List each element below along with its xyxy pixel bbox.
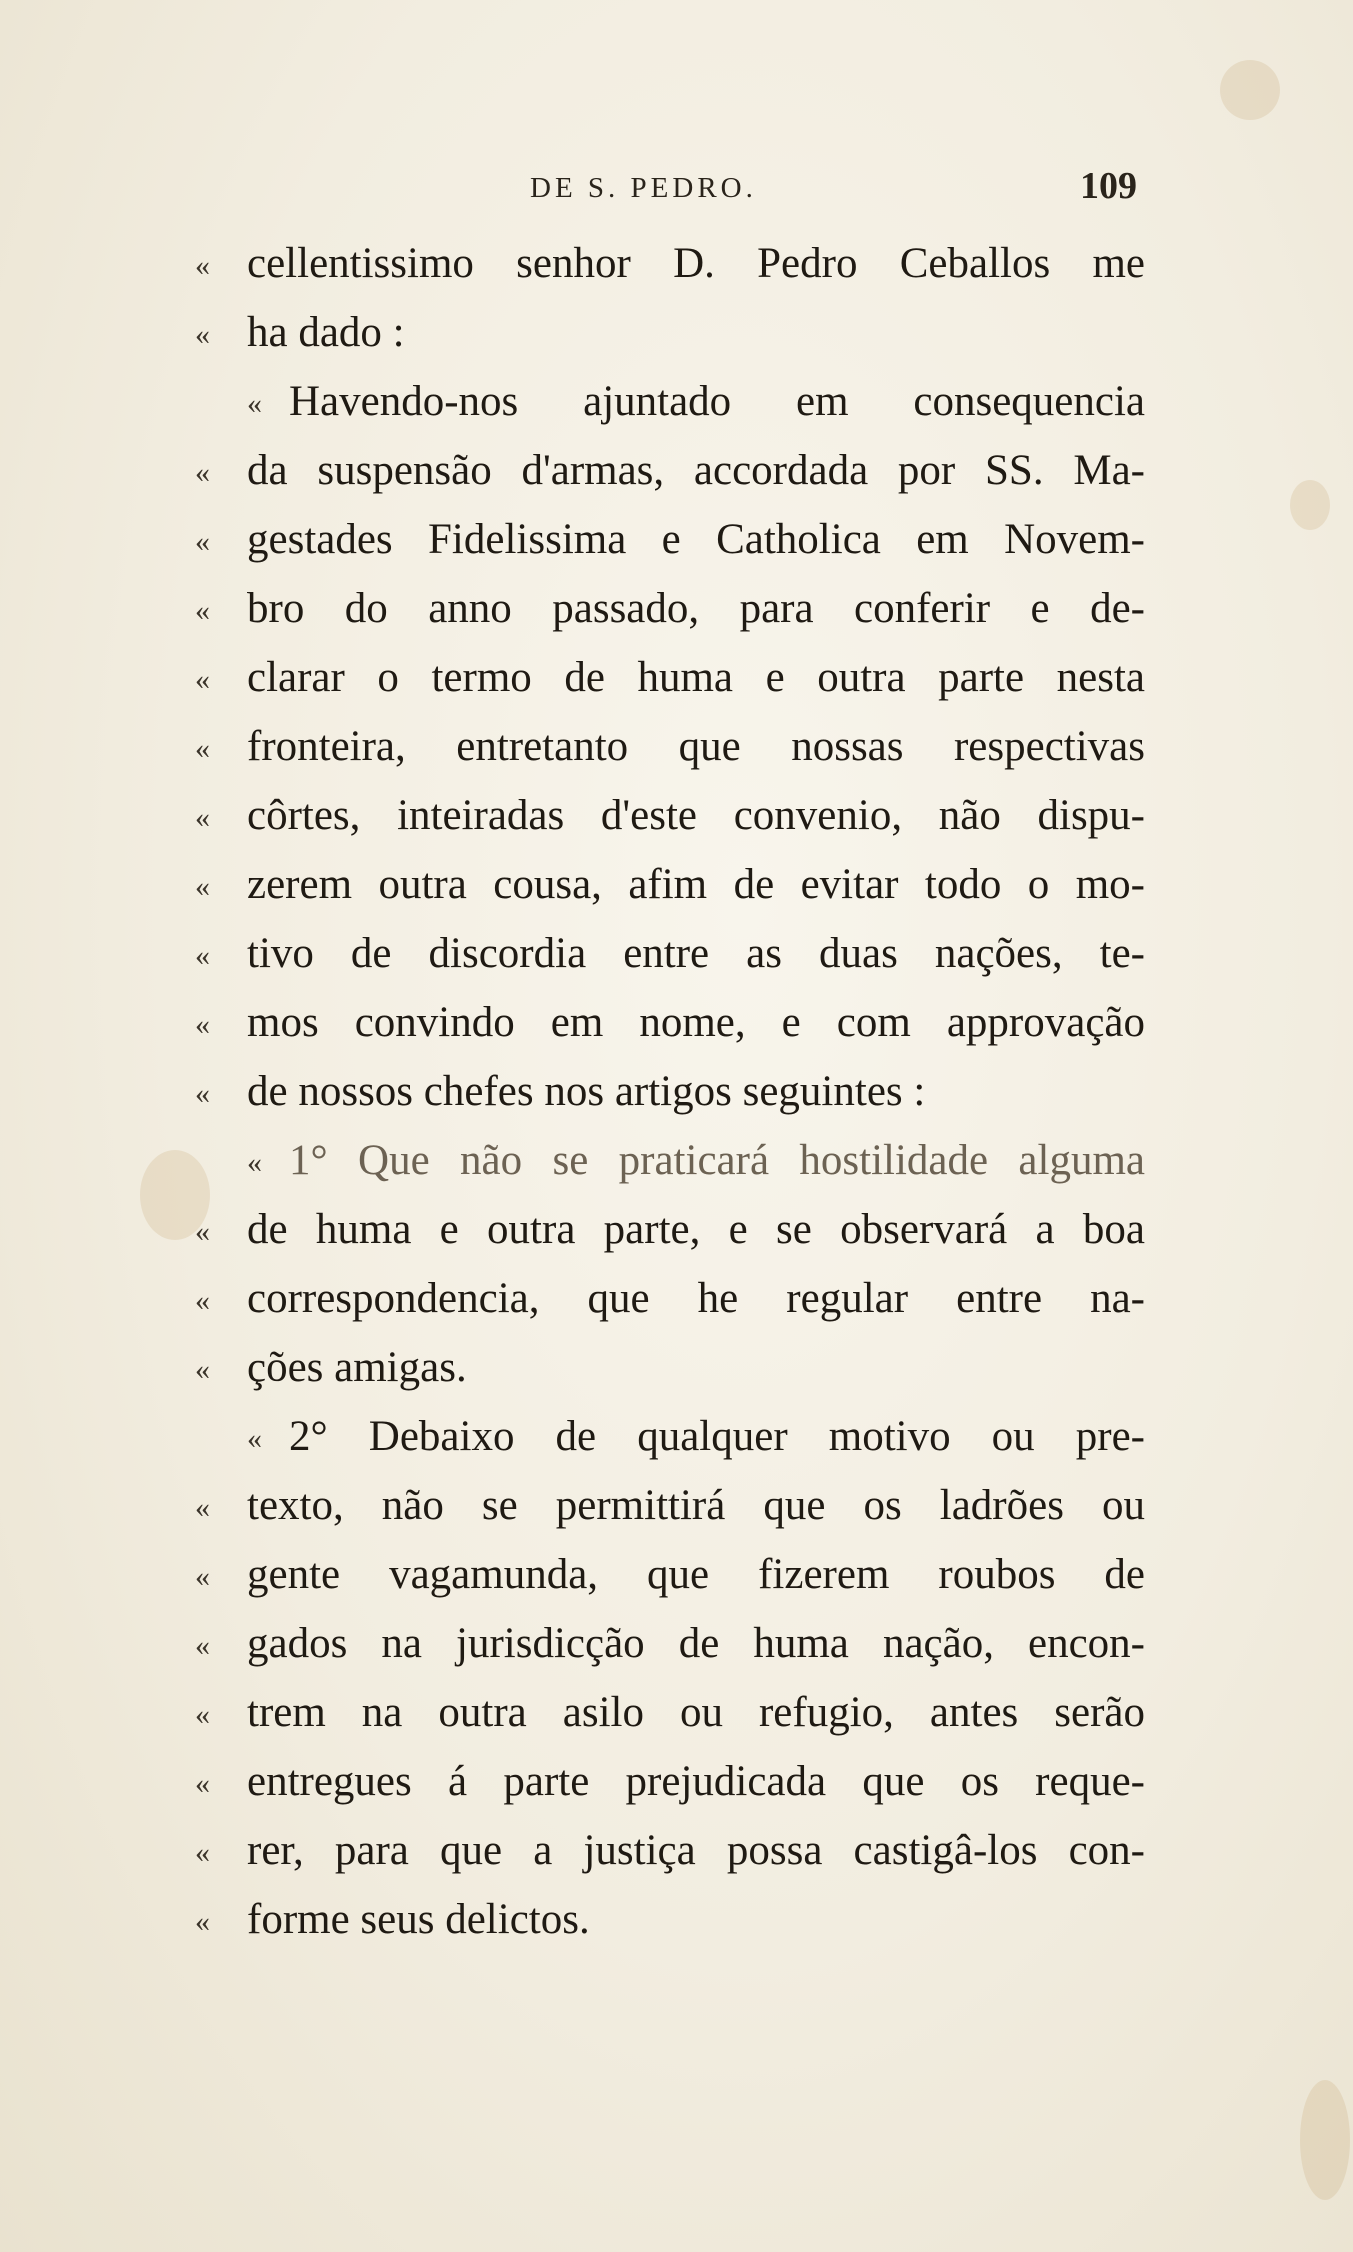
line-text: ções amigas. [247, 1344, 467, 1391]
line-text: gados na jurisdicção de huma nação, encon- [247, 1620, 1145, 1667]
quotation-mark: « [247, 387, 262, 420]
quotation-mark: « [247, 1146, 262, 1179]
text-line [195, 1892, 1145, 1961]
line-text: zerem outra cousa, afim de evitar todo o mo- [247, 861, 1145, 908]
line-text: da suspensão d'armas, accordada por SS. Ma- [247, 447, 1145, 494]
line-text: Havendo-nos ajuntado em consequencia [289, 378, 1145, 425]
text-line [195, 236, 1145, 305]
text-line [195, 581, 1145, 650]
line-text: de nossos chefes nos artigos seguintes : [247, 1068, 926, 1115]
paper-stain [1300, 2080, 1350, 2200]
line-text: texto, não se permittirá que os ladrões ou [247, 1482, 1145, 1529]
text-line [195, 995, 1145, 1064]
line-text: trem na outra asilo ou refugio, antes serão [247, 1689, 1145, 1736]
page-number: 109 [1080, 165, 1137, 207]
text-line [195, 1064, 1145, 1133]
line-text: tivo de discordia entre as duas nações, te- [247, 930, 1145, 977]
text-line [195, 857, 1145, 926]
text-line [195, 926, 1145, 995]
quotation-mark: « [195, 1491, 210, 1524]
quotation-mark: « [195, 594, 210, 627]
text-line [195, 1202, 1145, 1271]
line-text: rer, para que a justiça possa castigâ-los con- [247, 1827, 1145, 1874]
quotation-mark: « [195, 1560, 210, 1593]
line-text: gente vagamunda, que fizerem roubos de [247, 1551, 1145, 1598]
line-text: gestades Fidelissima e Catholica em Novem- [247, 516, 1145, 563]
line-text: entregues á parte prejudicada que os reque- [247, 1758, 1145, 1805]
line-text: bro do anno passado, para conferir e de- [247, 585, 1145, 632]
running-head: DE S. PEDRO. [530, 172, 757, 204]
line-text: ha dado : [247, 309, 405, 356]
quotation-mark: « [195, 318, 210, 351]
quotation-mark: « [195, 1284, 210, 1317]
text-line [195, 305, 1145, 374]
line-text: clarar o termo de huma e outra parte nesta [247, 654, 1145, 701]
quotation-mark: « [195, 1215, 210, 1248]
text-line [195, 1823, 1145, 1892]
quotation-mark: « [195, 870, 210, 903]
quotation-mark: « [247, 1422, 262, 1455]
body-text [195, 236, 1145, 1961]
text-line [195, 1133, 1145, 1202]
quotation-mark: « [195, 525, 210, 558]
line-text: cellentissimo senhor D. Pedro Ceballos me [247, 240, 1145, 287]
line-text: correspondencia, que he regular entre na- [247, 1275, 1145, 1322]
line-text: 1° Que não se praticará hostilidade alguma [289, 1137, 1145, 1184]
line-text: 2° Debaixo de qualquer motivo ou pre- [289, 1413, 1145, 1460]
quotation-mark: « [195, 663, 210, 696]
text-line [195, 788, 1145, 857]
line-text: de huma e outra parte, e se observará a boa [247, 1206, 1145, 1253]
quotation-mark: « [195, 1767, 210, 1800]
quotation-mark: « [195, 1905, 210, 1938]
quotation-mark: « [195, 249, 210, 282]
text-line [195, 1409, 1145, 1478]
line-text: forme seus delictos. [247, 1896, 590, 1943]
quotation-mark: « [195, 456, 210, 489]
text-line [195, 1616, 1145, 1685]
text-line [195, 1478, 1145, 1547]
text-line [195, 1340, 1145, 1409]
text-line [195, 374, 1145, 443]
text-line [195, 1685, 1145, 1754]
quotation-mark: « [195, 732, 210, 765]
quotation-mark: « [195, 1698, 210, 1731]
text-line [195, 1271, 1145, 1340]
text-line [195, 650, 1145, 719]
quotation-mark: « [195, 939, 210, 972]
quotation-mark: « [195, 1836, 210, 1869]
quotation-mark: « [195, 1629, 210, 1662]
quotation-mark: « [195, 1008, 210, 1041]
line-text: côrtes, inteiradas d'este convenio, não dispu- [247, 792, 1145, 839]
page-header [200, 165, 1145, 208]
text-line [195, 443, 1145, 512]
text-line [195, 719, 1145, 788]
line-text: fronteira, entretanto que nossas respectivas [247, 723, 1145, 770]
quotation-mark: « [195, 1077, 210, 1110]
quotation-mark: « [195, 1353, 210, 1386]
text-line [195, 1547, 1145, 1616]
paper-stain [1220, 60, 1280, 120]
text-line [195, 512, 1145, 581]
paper-stain [1290, 480, 1330, 530]
line-text: mos convindo em nome, e com approvação [247, 999, 1145, 1046]
quotation-mark: « [195, 801, 210, 834]
text-line [195, 1754, 1145, 1823]
